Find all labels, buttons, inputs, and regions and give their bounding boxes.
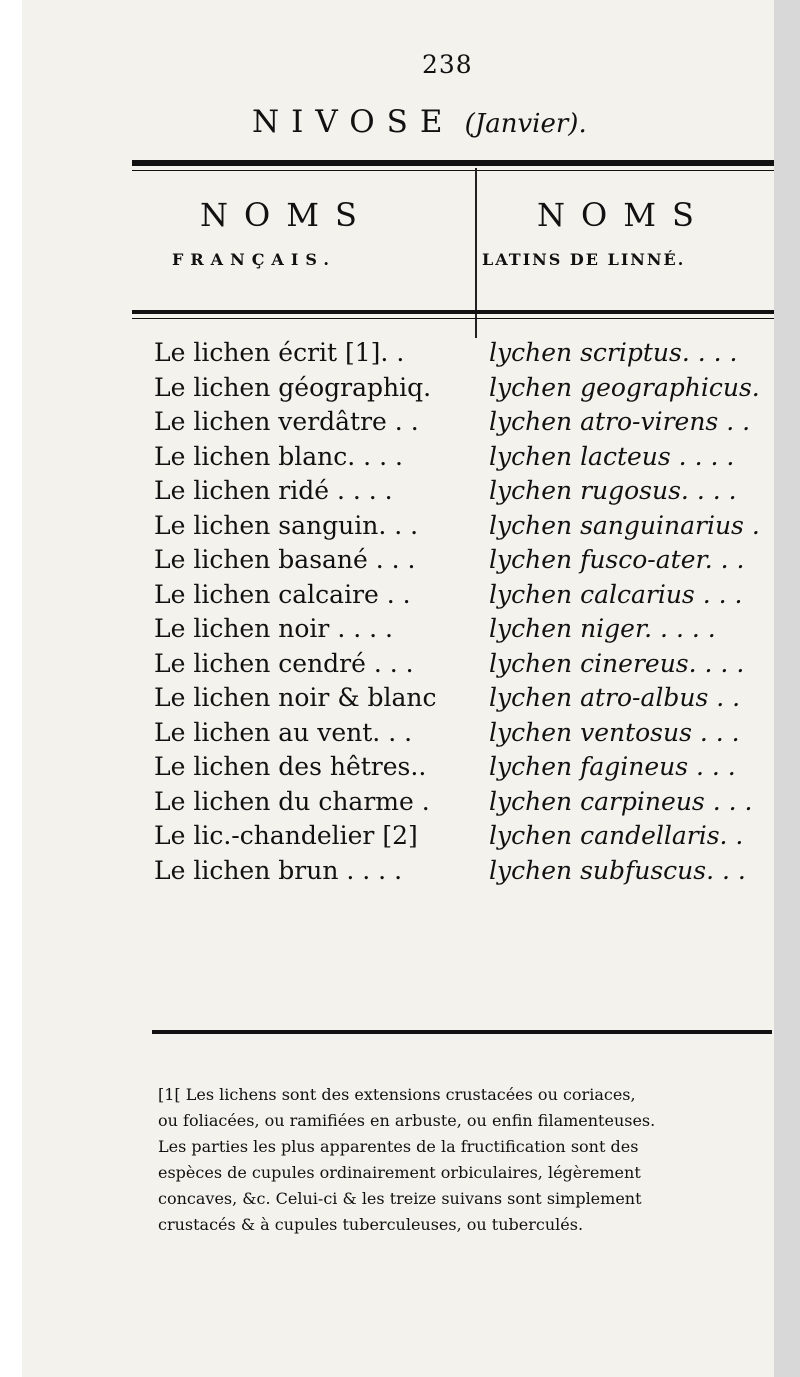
footnote-line: [1[ Les lichens sont des extensions crustacées ou coriaces, bbox=[158, 1085, 636, 1104]
latin-column-subtitle: LATINS DE LINNÉ. bbox=[482, 250, 686, 269]
table-row bbox=[154, 580, 774, 615]
table-row bbox=[154, 338, 774, 373]
footnote-line: espèces de cupules ordinairement orbiculaires, légèrement bbox=[158, 1163, 641, 1182]
latin-column-title: NOMS bbox=[537, 196, 710, 234]
latin-name: lychen carpineus . . . bbox=[489, 786, 753, 816]
table-top-rule bbox=[132, 160, 774, 166]
table-row bbox=[154, 856, 774, 891]
footnote-line: ou foliacées, ou ramifiées en arbuste, ou enfin filamenteuses. bbox=[158, 1111, 656, 1130]
table-row bbox=[154, 476, 774, 511]
header-bottom-rule bbox=[132, 310, 774, 314]
french-name: Le lichen blanc. . . . bbox=[154, 441, 403, 471]
footnote bbox=[158, 1082, 774, 1238]
french-column-subtitle: FRANÇAIS. bbox=[172, 250, 336, 269]
french-name: Le lic.-chandelier [2] bbox=[154, 821, 418, 850]
table-row bbox=[154, 683, 774, 718]
running-head bbox=[252, 102, 587, 140]
footnote-line: crustacés & à cupules tuberculeuses, ou tuberculés. bbox=[158, 1215, 584, 1234]
footnote-line: Les parties les plus apparentes de la fructification sont des bbox=[158, 1137, 639, 1156]
page-edge-shadow bbox=[774, 0, 800, 1377]
latin-name: lychen fusco-ater. . . bbox=[489, 545, 745, 574]
lichen-name-list bbox=[154, 338, 774, 890]
french-name: Le lichen calcaire . . bbox=[154, 579, 411, 609]
latin-name: lychen lacteus . . . . bbox=[489, 441, 735, 471]
french-name: Le lichen sanguin. . . bbox=[154, 510, 419, 540]
french-name: Le lichen noir & blanc bbox=[154, 683, 437, 712]
running-head-gloss: (Janvier). bbox=[464, 109, 587, 139]
table-top-rule-thin bbox=[132, 170, 774, 171]
latin-name: lychen scriptus. . . . bbox=[489, 338, 738, 367]
running-head-month: NIVOSE bbox=[252, 104, 455, 140]
table-row bbox=[154, 373, 774, 408]
french-name: Le lichen basané . . . bbox=[154, 545, 416, 574]
french-name: Le lichen écrit [1]. . bbox=[154, 338, 405, 367]
header-bottom-rule-thin bbox=[132, 318, 774, 319]
footnote-line: concaves, &c. Celui-ci & les treize suivans sont simplement bbox=[158, 1189, 642, 1208]
latin-name: lychen calcarius . . . bbox=[489, 579, 743, 609]
table-row bbox=[154, 787, 774, 822]
table-row bbox=[154, 407, 774, 442]
book-page bbox=[22, 0, 774, 1377]
french-column-title: NOMS bbox=[200, 196, 373, 234]
latin-name: lychen ventosus . . . bbox=[489, 717, 740, 747]
footnote-rule bbox=[152, 1030, 772, 1034]
table-row bbox=[154, 718, 774, 753]
french-name: Le lichen du charme . bbox=[154, 786, 430, 816]
table-row bbox=[154, 821, 774, 856]
latin-name: lychen atro-virens . . bbox=[489, 407, 751, 436]
table-row bbox=[154, 545, 774, 580]
latin-name: lychen fagineus . . . bbox=[489, 752, 736, 781]
french-name: Le lichen ridé . . . . bbox=[154, 476, 393, 505]
latin-name: lychen atro-albus . . bbox=[489, 683, 741, 712]
table-row bbox=[154, 442, 774, 477]
french-name: Le lichen au vent. . . bbox=[154, 717, 413, 747]
latin-name: lychen candellaris. . bbox=[489, 821, 744, 850]
french-name: Le lichen brun . . . . bbox=[154, 855, 403, 885]
french-name: Le lichen des hêtres.. bbox=[154, 752, 427, 781]
latin-name: lychen subfuscus. . . bbox=[489, 855, 746, 885]
french-name: Le lichen géographiq. bbox=[154, 372, 432, 402]
table-row bbox=[154, 511, 774, 546]
latin-name: lychen rugosus. . . . bbox=[489, 476, 737, 505]
french-name: Le lichen noir . . . . bbox=[154, 614, 393, 643]
latin-name: lychen cinereus. . . . bbox=[489, 648, 745, 678]
latin-name: lychen geographicus. bbox=[489, 372, 760, 402]
table-row bbox=[154, 752, 774, 787]
french-name: Le lichen verdâtre . . bbox=[154, 407, 419, 436]
french-name: Le lichen cendré . . . bbox=[154, 648, 414, 678]
table-row bbox=[154, 614, 774, 649]
table-row bbox=[154, 649, 774, 684]
page-number: 238 bbox=[422, 50, 473, 79]
latin-name: lychen sanguinarius . bbox=[489, 510, 760, 540]
latin-name: lychen niger. . . . . bbox=[489, 614, 716, 643]
